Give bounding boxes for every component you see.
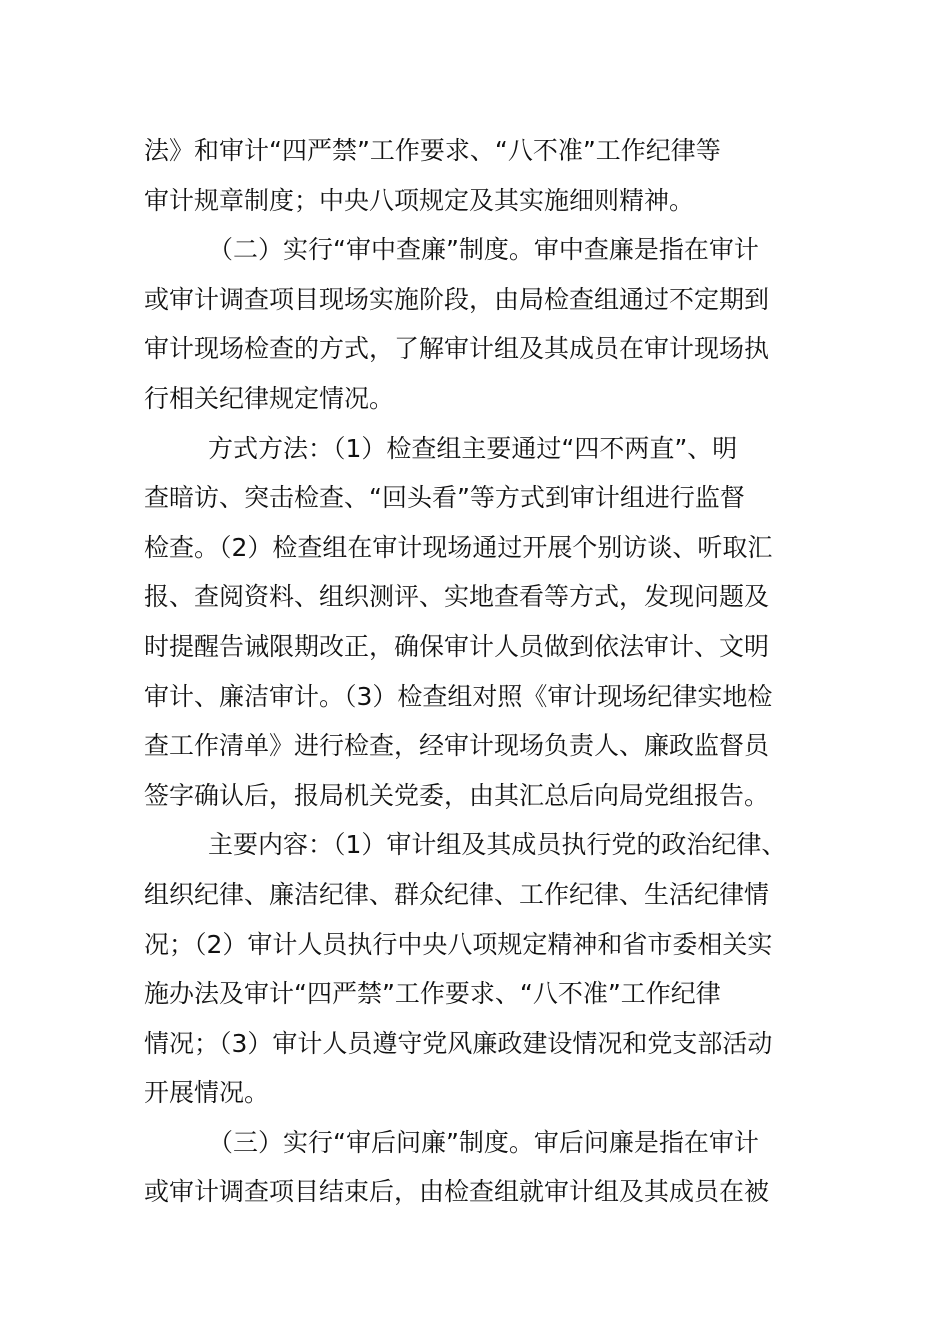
text-line: 组织纪律、廉洁纪律、群众纪律、工作纪律、生活纪律情 xyxy=(144,879,770,909)
text-line: 审计规章制度；中央八项规定及其实施细则精神。 xyxy=(144,185,695,215)
text-line: 情况；（3）审计人员遵守党风廉政建设情况和党支部活动 xyxy=(144,1028,773,1058)
text-line: 行相关纪律规定情况。 xyxy=(144,383,395,413)
text-line: 查暗访、突击检查、“回头看”等方式到审计组进行监督 xyxy=(144,483,745,513)
text-line: 开展情况。 xyxy=(144,1078,270,1108)
body-text xyxy=(144,126,824,1217)
text-line: 审计现场检查的方式，了解审计组及其成员在审计现场执 xyxy=(144,334,770,364)
text-line: 审计、廉洁审计。（3）检查组对照《审计现场纪律实地检 xyxy=(144,681,773,711)
section-heading-line: （三）实行“审后问廉”制度。审后问廉是指在审计 xyxy=(208,1127,759,1157)
paragraph-start-line: 方式方法：（1）检查组主要通过“四不两直”、明 xyxy=(208,433,738,463)
text-line: 况；（2）审计人员执行中央八项规定精神和省市委相关实 xyxy=(144,929,773,959)
text-line: 施办法及审计“四严禁”工作要求、“八不准”工作纪律 xyxy=(144,979,721,1009)
text-line: 查工作清单》进行检查，经审计现场负责人、廉政监督员 xyxy=(144,731,770,761)
paragraph-start-line: 主要内容：（1）审计组及其成员执行党的政治纪律、 xyxy=(208,830,787,860)
text-line: 时提醒告诫限期改正，确保审计人员做到依法审计、文明 xyxy=(144,631,770,661)
text-line: 或审计调查项目现场实施阶段，由局检查组通过不定期到 xyxy=(144,284,770,314)
text-line: 或审计调查项目结束后，由检查组就审计组及其成员在被 xyxy=(144,1177,770,1207)
text-line: 法》和审计“四严禁”工作要求、“八不准”工作纪律等 xyxy=(144,136,721,165)
text-line: 检查。（2）检查组在审计现场通过开展个别访谈、听取汇 xyxy=(144,532,773,562)
text-line: 签字确认后，报局机关党委，由其汇总后向局党组报告。 xyxy=(144,780,770,810)
section-heading-line: （二）实行“审中查廉”制度。审中查廉是指在审计 xyxy=(208,235,759,265)
text-line: 报、查阅资料、组织测评、实地查看等方式，发现问题及 xyxy=(144,582,770,612)
